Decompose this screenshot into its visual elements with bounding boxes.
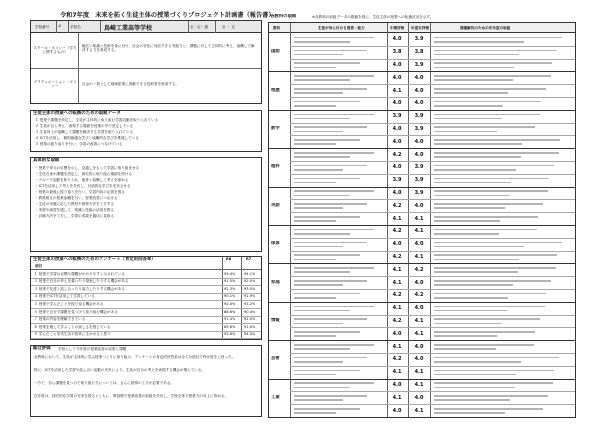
specific-item: ・授業の最後に振り返りを行い、学習内容の定着を図る <box>35 190 125 194</box>
subject-name: 地歴 <box>271 87 280 93</box>
midterm-score: 4.1 <box>392 279 402 286</box>
midterm-score: 4.1 <box>392 215 402 222</box>
yearend-score: 4.0 <box>414 87 424 94</box>
survey-value-r6: 90.1% <box>224 294 236 299</box>
midterm-score: 4.1 <box>392 369 402 376</box>
school-name: 鳥崎工業高等学校 <box>104 25 153 32</box>
midterm-score: 4.2 <box>392 292 402 299</box>
yearend-score: 4.1 <box>414 382 424 388</box>
subject-name: 情報 <box>271 318 280 323</box>
midterm-score: 4.0 <box>392 382 402 388</box>
initiative-data-title: 生徒主体の授業への転換のための取組データ <box>33 111 121 116</box>
yearend-score: 4.0 <box>414 356 424 363</box>
survey-item: ６ 授業で自分で課題を見つけて取り組む機会がある <box>34 309 118 314</box>
head-midterm: 中間評価 <box>390 26 405 30</box>
specific-initiatives-title: 具体的な取組 <box>33 158 60 163</box>
yearend-score: 4.1 <box>414 369 424 376</box>
overall-evaluation-text: 各教科において、生徒が主体的に学ぶ授業づくりに取り組み、アンケートの肯定的回答率は全ての項目で昨年度を上回った。 <box>34 355 236 359</box>
initiative-item: １ 授業で課題を設定し、生徒が主体的に取り組む学習活動を取り入れている <box>35 118 159 122</box>
survey-value-r7: 91.0% <box>244 324 256 329</box>
midterm-score: 4.2 <box>392 254 402 260</box>
survey-value-r6: 92.4% <box>224 301 236 306</box>
initiative-item: ２ 生徒が自ら考え、表現する場面を授業の中で設定している <box>35 124 134 128</box>
yearend-score: 3.9 <box>414 177 424 184</box>
midterm-score: 4.0 <box>392 138 402 145</box>
yearend-score: 3.9 <box>414 190 424 196</box>
head-next-year: 課題解決のための次年度の取組 <box>460 26 511 30</box>
yearend-score: 3.9 <box>414 36 424 43</box>
subject-initiatives-title: 各教科の取組 <box>270 14 297 19</box>
school-num-label: 学校番号 <box>35 25 50 29</box>
survey-item: ７ 授業の内容を理解できている <box>34 317 86 322</box>
midterm-score: 3.9 <box>392 113 402 120</box>
overall-evaluation-title: 総合評価 <box>33 346 51 351</box>
specific-item: ・生徒自身が課題を設定し、探究的に取り組む場面を設ける <box>35 172 133 176</box>
survey-value-r6: 88.6% <box>224 309 236 314</box>
yearend-score: 4.0 <box>414 279 424 286</box>
survey-value-r7: 92.0% <box>244 317 256 322</box>
survey-item: ３ 授業で友達と話し合ったり協力したりする機会がある <box>34 286 125 291</box>
yearend-score: 4.1 <box>414 254 424 260</box>
midterm-score: 4.0 <box>392 126 402 132</box>
head-subject: 教科 <box>273 26 281 30</box>
survey-col-r6: R6 <box>226 257 232 261</box>
graduation-policy-label: グラデュエーション・ポリシー <box>33 80 77 89</box>
subject-name: 英語 <box>271 202 280 208</box>
course-label: 全・定・通 <box>190 25 208 29</box>
yearend-score: 4.0 <box>414 100 424 107</box>
survey-value-r7: 92.0% <box>244 279 256 284</box>
midterm-score: 4.2 <box>392 202 402 209</box>
midterm-score: 3.9 <box>392 177 402 184</box>
yearend-score: 4.1 <box>414 228 424 235</box>
midterm-score: 4.0 <box>392 164 402 171</box>
midterm-score: 4.2 <box>392 356 402 363</box>
midterm-score: 4.2 <box>392 151 402 158</box>
graduation-policy-text: 社会の一員として地域産業に貢献できる技術者を育成する。 <box>82 82 180 86</box>
midterm-score: 4.0 <box>392 190 402 196</box>
subject-initiatives-note: ※各教科の取組データの数値を基に、生徒主体の授業への転換状況を示す。 <box>312 15 434 19</box>
overall-evaluation-text: 次年度は、探究的な学習の充実を図るとともに、教員間で授業改善の取組を共有し、学校全体で授業力の向上に努める。 <box>34 394 229 398</box>
yearend-score: 4.0 <box>414 202 424 209</box>
survey-value-r6: 91.4% <box>224 317 236 322</box>
yearend-score: 4.0 <box>414 343 424 350</box>
midterm-score: 4.2 <box>392 318 402 324</box>
midterm-score: 4.0 <box>392 100 402 107</box>
yearend-score: 3.9 <box>414 113 424 120</box>
subject-name: 国語 <box>271 49 280 55</box>
yearend-score: 4.2 <box>414 266 424 273</box>
midterm-score: 4.0 <box>392 407 402 414</box>
specific-item: ・実習や演習を通して、知識と技能の活用を図る <box>35 208 114 212</box>
initiative-item: ３ 生徒同士が協働して課題を解決する学習を取り入れている <box>35 130 134 134</box>
midterm-score: 4.0 <box>392 62 402 68</box>
survey-value-r7: 93.2% <box>244 301 256 306</box>
yearend-score: 4.1 <box>414 318 424 324</box>
survey-item: ２ 授業で自分の考えを書いたり発表したりする機会がある <box>34 279 129 284</box>
survey-value-r7: 94.1% <box>244 271 256 276</box>
survey-value-r6: 93.4% <box>224 271 236 276</box>
survey-value-r6: 89.6% <box>224 324 236 329</box>
midterm-score: 4.1 <box>392 266 402 273</box>
midterm-score: 4.1 <box>392 87 402 94</box>
head-ability: 生徒が身に付ける資質・能力 <box>318 26 365 30</box>
yearend-score: 3.9 <box>414 126 424 132</box>
school-policy-text: 幅広い知識と技術を身に付け、社会の変化に対応できる実践力と、課題に対して主体的に考え、協働して解決する力を育成する。 <box>82 44 255 53</box>
specific-item: ・評価方法を工夫し、学習の成果を適切に見取る <box>35 214 115 218</box>
specific-item: ・授業で単元の目標を示し、見通しをもって学習に取り組ませる <box>35 166 140 170</box>
subject-name: 理科 <box>271 164 280 170</box>
survey-value-r6: 91.5% <box>224 279 236 284</box>
survey-item: ５ 授業で学んだことを振り返る機会がある <box>34 301 104 306</box>
yearend-score: 4.0 <box>414 151 424 158</box>
midterm-score: 4.0 <box>392 74 402 81</box>
initiative-item: ５ 授業の振り返りを行い、学習の改善につなげている <box>35 142 123 146</box>
midterm-score: 4.2 <box>392 228 402 235</box>
midterm-score: 4.1 <box>392 394 402 401</box>
survey-col-r7: R7 <box>246 257 252 261</box>
survey-value-r6: 93.8% <box>224 332 236 337</box>
subject-name: 保体 <box>271 241 280 247</box>
midterm-score: 3.8 <box>392 49 402 56</box>
overall-evaluation-text: 一方で、自ら課題を見つけて取り組む力については、さらに指導の工夫が必要である。 <box>34 381 175 385</box>
subject-name: 工業 <box>271 394 280 400</box>
yearend-score: 4.0 <box>414 394 424 401</box>
yearend-score: 3.9 <box>414 164 424 171</box>
midterm-score: 4.0 <box>392 241 402 248</box>
survey-item: ４ 授業でICTを活用して学習している <box>34 294 95 299</box>
specific-item: ・ICTを活用して考えを共有し、対話的な学びを充実させる <box>35 184 131 188</box>
survey-value-r7: 91.9% <box>244 294 256 299</box>
subject-name: 数学 <box>271 126 280 131</box>
subject-name: 芸術 <box>271 356 280 362</box>
midterm-score: 4.1 <box>392 305 402 312</box>
midterm-score: 4.1 <box>392 343 402 350</box>
yearend-score: 4.2 <box>414 292 424 299</box>
yearend-score: 4.0 <box>414 74 424 81</box>
specific-item: ・グループ活動を取り入れ、他者と協働して考えを深める <box>35 178 129 182</box>
midterm-score: 4.0 <box>392 330 402 337</box>
school-num: 3 <box>58 24 61 29</box>
survey-item: １ 授業で学習の目標や課題がわかりやすく示されている <box>34 271 125 276</box>
yearend-score: 4.1 <box>414 407 424 414</box>
survey-value-r7: 94.3% <box>244 332 256 337</box>
survey-col-head: 項目 <box>35 264 43 268</box>
survey-item: ９ 学んだことを実生活や将来に生かせると思う <box>34 332 111 337</box>
yearend-score: 4.0 <box>414 305 424 312</box>
specific-item: ・教員相互の授業参観を行い、授業改善につなげる <box>35 196 118 200</box>
subject-name: 家庭 <box>271 279 280 285</box>
overall-evaluation-text: 特に、ICTを活用した学習や話し合い活動の充実により、生徒が自分の考えを表現する機会が増えている。 <box>34 368 206 372</box>
overall-evaluation-subtitle: 学校として今年度の授業改善の成果と課題 <box>58 347 127 351</box>
midterm-score: 4.0 <box>392 36 402 43</box>
survey-title: 生徒主体の授業への転換のためのアンケート（肯定的回答率） <box>33 257 156 262</box>
survey-item: ８ 授業を通して学ぶことの楽しさを感じている <box>34 324 111 329</box>
yearend-score: 3.8 <box>414 49 424 56</box>
school-policy-label: スクール・ポリシー（学力に関するもの） <box>33 46 77 55</box>
document-title: 令和7年度 未来を拓く生徒主体の授業づくりプロジェクト計画書（報告書） <box>60 12 275 19</box>
yearend-score: 3.9 <box>414 62 424 68</box>
head-yearend: 年度末評価 <box>411 26 429 30</box>
specific-item: ・生徒の実態に応じた教材や指導方法を工夫する <box>35 202 115 206</box>
course-type-label: 全 ・ 定 <box>222 25 236 29</box>
survey-value-r7: 90.4% <box>244 309 256 314</box>
school-name-label: 学校名 <box>70 25 81 29</box>
yearend-score: 4.1 <box>414 215 424 222</box>
survey-value-r7: 93.0% <box>244 286 256 291</box>
yearend-score: 4.0 <box>414 138 424 145</box>
yearend-score: 4.1 <box>414 330 424 337</box>
survey-value-r6: 92.3% <box>224 286 236 291</box>
yearend-score: 4.0 <box>414 241 424 248</box>
initiative-item: ４ ICTを活用し、個別最適な学びと協働的な学びを推進している <box>35 136 139 140</box>
